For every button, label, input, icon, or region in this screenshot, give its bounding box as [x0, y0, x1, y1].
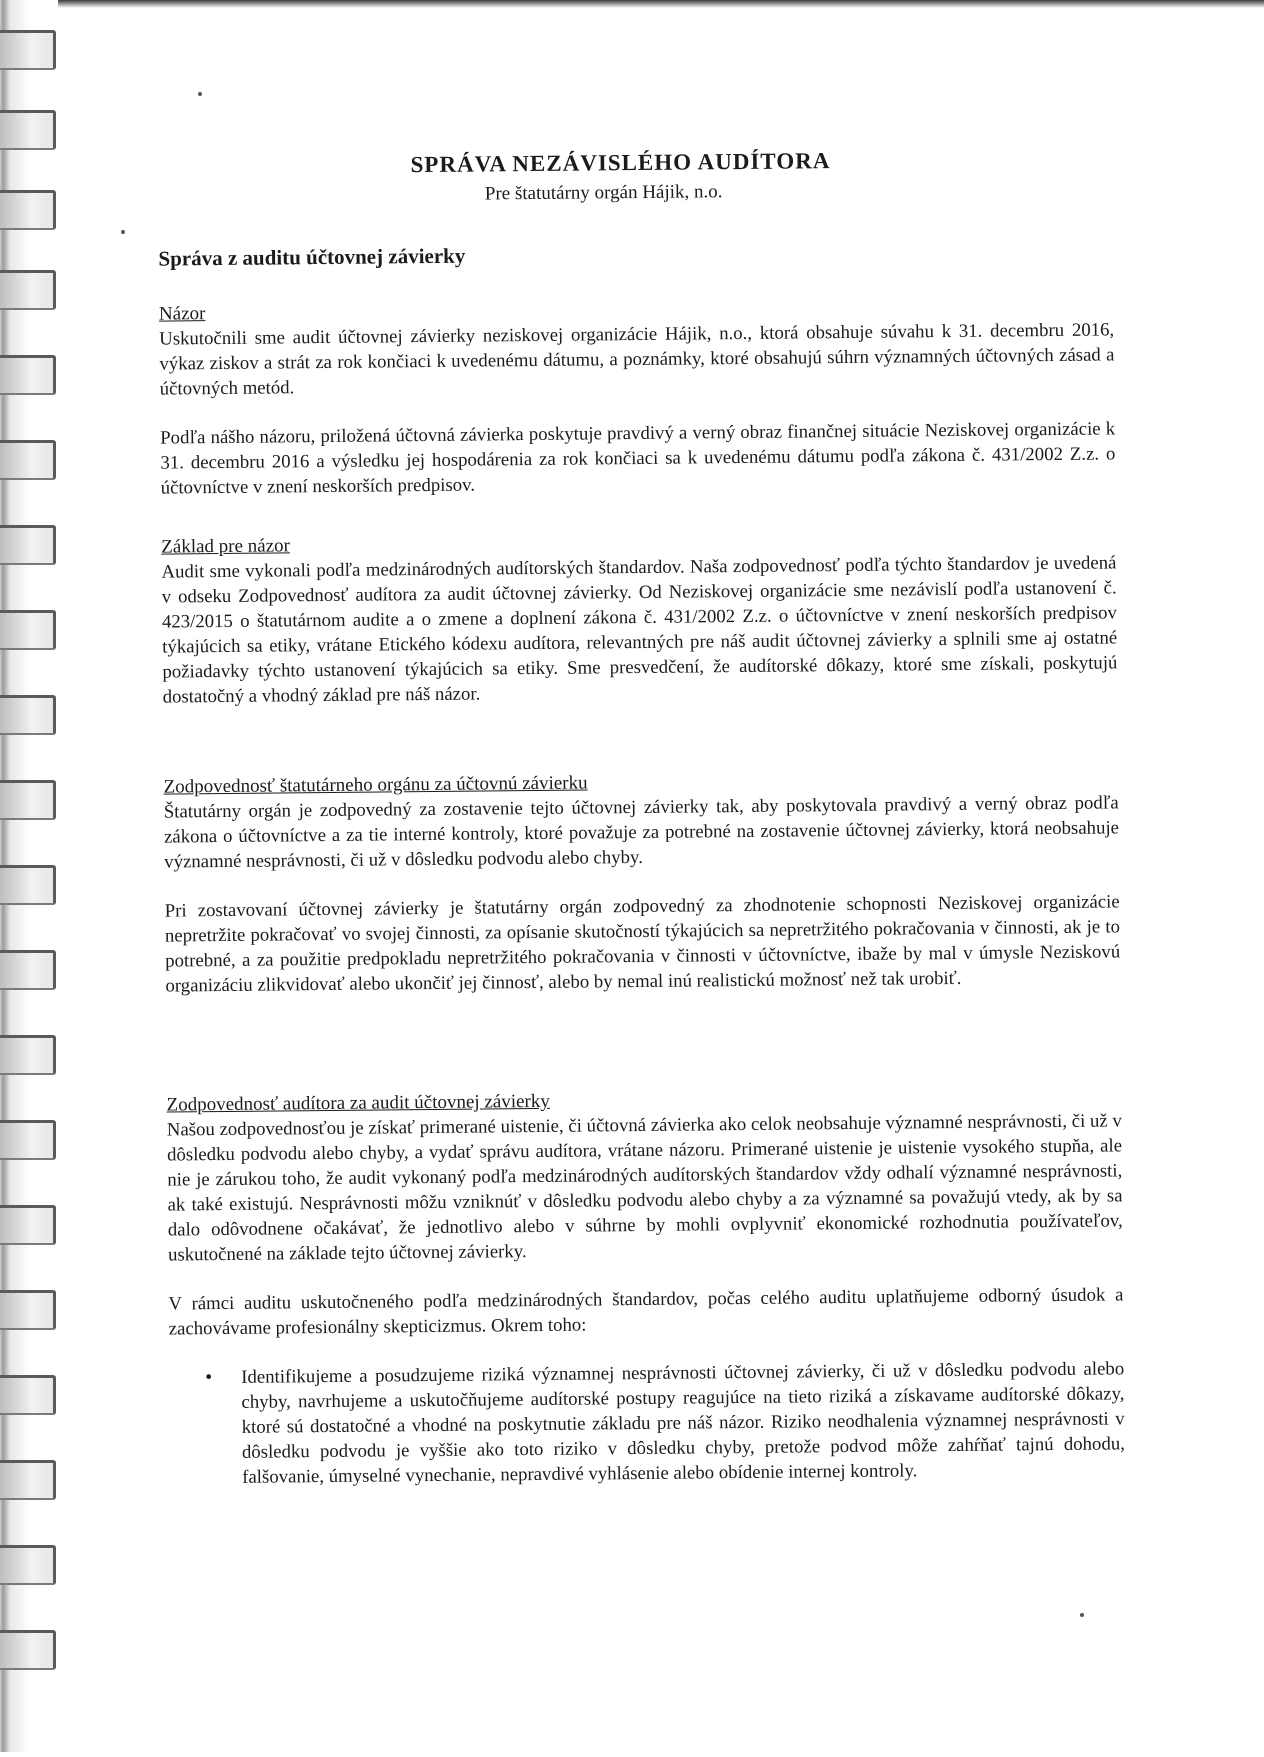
binding-ring	[0, 1290, 56, 1330]
binding-ring	[0, 30, 56, 70]
report-title: SPRÁVA NEZÁVISLÉHO AUDÍTORA	[410, 148, 831, 178]
binding-ring	[0, 1375, 56, 1415]
section-zaklad	[161, 525, 1118, 709]
binding-ring	[0, 1460, 56, 1500]
binding-ring	[0, 1035, 56, 1075]
binding-ring	[0, 355, 56, 395]
paragraph: V rámci auditu uskutočneného podľa medzinárodných štandardov, počas celého auditu uplatňujeme odborný úsudok a zachovávame profesionálny skepticizmus. Okrem toho:	[168, 1284, 1124, 1340]
paragraph: Uskutočnili sme audit účtovnej závierky neziskovej organizácie Hájik, n.o., ktorá obsahuje súvahu k 31. decembru 2016, výkaz ziskov a strát za rok končiaci k uvedenému dátumu, a poznámky, ktoré obsahujú súhrn významných účtovných zásad a účtovných metód.	[159, 319, 1115, 400]
report-subtitle: Pre štatutárny orgán Hájik, n.o.	[484, 181, 723, 205]
binding-ring	[0, 1205, 56, 1245]
binding-ring	[0, 950, 56, 990]
paragraph: Našou zodpovednosťou je získať primerané uistenie, či účtovná závierka ako celok neobsahuje významné nesprávnosti, či už v dôsledku podvodu alebo chyby, a vydať správu audítora, vrátane názoru. Primerané uistenie je uistenie vysokého stupňa, ale nie je zárukou toho, že audit vykonaný podľa medzinárodných audítorských štandardov vždy odhalí významné nesprávnosti, ak také existujú. Nesprávnosti môžu vzniknúť v dôsledku podvodu alebo chyby a za významné sa považujú vtedy, ak by sa dalo odôvodnene očakávať, že jednotlivo alebo v súhrne by mohli ovplyvniť ekonomické rozhodnutia používateľov, uskutočnené na základe tejto účtovnej závierky.	[166, 1110, 1123, 1266]
section-statutar	[163, 765, 1120, 998]
section-heading: Základ pre názor	[161, 535, 291, 558]
scan-speck	[121, 230, 125, 234]
paragraph: Podľa nášho názoru, priložená účtovná závierka poskytuje pravdivý a verný obraz finančnej situácie Neziskovej organizácie k 31. decembru 2016 a výsledku jej hospodárenia za rok končiaci sa k uvedenému dátumu podľa zákona č. 431/2002 Z.z. o účtovníctve v znení neskorších predpisov.	[160, 418, 1116, 499]
binding-ring	[0, 610, 56, 650]
report-heading: Správa z auditu účtovnej závierky	[158, 243, 466, 271]
section-nazor	[159, 292, 1116, 500]
section-heading: Názor	[158, 303, 206, 325]
spiral-binding	[0, 0, 58, 1752]
paragraph: Audit sme vykonali podľa medzinárodných audítorských štandardov. Naša zodpovednosť podľa týchto štandardov je uvedená v odseku Zodpovednosť audítora za audit účtovnej závierky. Od Neziskovej organizácie sme nezávislí podľa ustanovení č. 423/2015 o štatutárnom audite a o zmene a doplnení zákona č. 431/2002 Z.z. o účtovníctve v znení neskorších predpisov týkajúcich sa etiky, vrátane Etického kódexu audítora, relevantných pre náš audit účtovnej závierky a splnili sme aj ostatné požiadavky týchto ustanovení týkajúcich sa etiky. Sme presvedčení, že audítorské dôkazy, ktoré sme získali, poskytujú dostatočný a vhodný základ pre náš názor.	[161, 552, 1118, 708]
document-page	[156, 0, 1133, 1757]
paragraph: Štatutárny orgán je zodpovedný za zostavenie tejto účtovnej závierky tak, aby poskytovala pravdivý a verný obraz podľa zákona o účtovníctve a za tie interné kontroly, ktoré považuje za potrebné na zostavenie účtovnej závierky, ktorá neobsahuje významné nesprávnosti, či už v dôsledku podvodu alebo chyby.	[163, 792, 1120, 873]
scan-speck	[198, 92, 202, 96]
section-heading: Zodpovednosť štatutárneho orgánu za účtovnú závierku	[163, 772, 588, 798]
binding-ring	[0, 865, 56, 905]
binding-ring	[0, 440, 56, 480]
binding-ring	[0, 1545, 56, 1585]
scan-speck	[1080, 1613, 1084, 1617]
section-auditor	[166, 1083, 1125, 1490]
binding-ring	[0, 190, 56, 230]
binding-ring	[0, 1120, 56, 1160]
binding-ring	[0, 110, 56, 150]
binding-ring	[0, 270, 56, 310]
binding-ring	[0, 1630, 56, 1670]
binding-ring	[0, 780, 56, 820]
paragraph: Pri zostavovaní účtovnej závierky je štatutárny orgán zodpovedný za zhodnotenie schopnosti Neziskovej organizácie nepretržite pokračovať vo svojej činnosti, za opísanie skutočností týkajúcich sa nepretržitého pokračovania v činnosti, ak je to potrebné, a za použitie predpokladu nepretržitého pokračovania v činnosti v účtovníctve, ibaže by mal v úmysle Neziskovú organizáciu zlikvidovať alebo ukončiť jej činnosť, alebo by nemal inú realistickú možnosť než tak urobiť.	[164, 891, 1121, 997]
list-item: • Identifikujeme a posudzujeme riziká významnej nesprávnosti účtovnej závierky, či už v dôsledku podvodu alebo chyby, navrhujeme a uskutočňujeme audítorské postupy reagujúce na tieto riziká a získavame audítorské dôkazy, ktoré sú dostatočné a vhodné na poskytnutie základu pre náš názor. Riziko neodhalenia významnej nesprávnosti v dôsledku podvodu je vyššie ako toto riziko v dôsledku chyby, pretože podvod môže zahŕňať tajnú dohodu, falšovanie, úmyselné vynechanie, nepravdivé vyhlásenie alebo obídenie internej kontroly.	[241, 1356, 1125, 1489]
section-heading: Zodpovednosť audítora za audit účtovnej závierky	[166, 1090, 550, 1116]
bullet-list	[169, 1356, 1125, 1490]
binding-ring	[0, 525, 56, 565]
binding-ring	[0, 695, 56, 735]
